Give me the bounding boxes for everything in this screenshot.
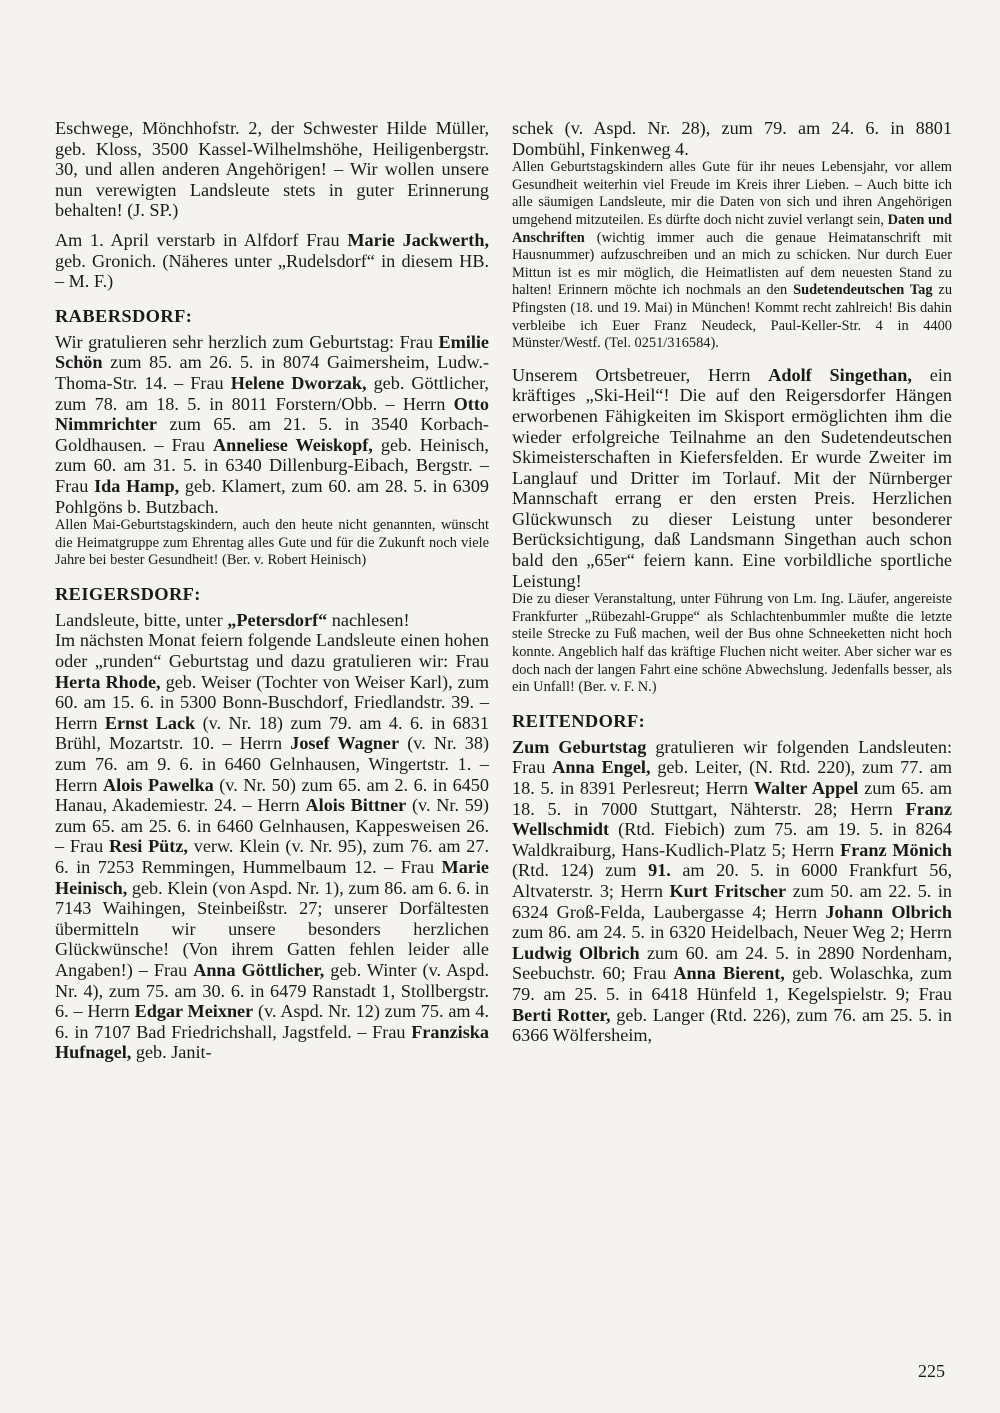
- bold-name: Anna Engel,: [552, 757, 651, 778]
- small-print-paragraph: [512, 591, 952, 697]
- paragraph: [512, 365, 952, 592]
- bold-name: Otto Nimmrichter: [55, 393, 489, 435]
- text-segment: Eschwege, Mönchhofstr. 2, der Schwester Hilde Müller, geb. Kloss, 3500 Kassel-Wilhelmshöhe, Heiligenbergstr. 30, und allen anderen Angehörigen! – Wir wollen unsere nun verewigten Landsleute stets in guter Erinnerung behalten! (J. SP.): [55, 118, 489, 221]
- text-segment: Wir gratulieren sehr herzlich zum Geburtstag: Frau: [55, 331, 439, 352]
- paragraph: [512, 118, 952, 159]
- text-segment: zum 50. am 22. 5. in 6324 Groß-Felda, Laubergasse 4; Herrn: [512, 880, 952, 922]
- bold-name: Anneliese Weiskopf,: [213, 434, 373, 455]
- bold-name: Resi Pütz,: [108, 836, 188, 857]
- text-segment: schek (v. Aspd. Nr. 28), zum 79. am 24. 6. in 8801 Dombühl, Finkenweg 4.: [512, 118, 952, 159]
- right-column: [512, 118, 952, 1046]
- text-segment: zum 65. am 21. 5. in 3540 Korbach-Goldhausen. – Frau: [55, 414, 489, 455]
- text-segment: zu Pfingsten (18. und 19. Mai) in München! Kommt recht zahlreich! Bis dahin verbleibe ich Euer Franz Neudeck, Paul-Keller-Str. 4 in 4400 Münster/Westf. (Tel. 0251/316584).: [512, 282, 953, 352]
- bold-name: Johann Olbrich: [825, 901, 952, 922]
- section-heading: REIGERSDORF:: [55, 583, 201, 604]
- paragraph: [55, 230, 489, 292]
- text-segment: Am 1. April verstarb in Alfdorf Frau: [55, 229, 348, 250]
- bold-name: Franz Mönich: [840, 839, 952, 860]
- text-segment: geb. Leiter, (N. Rtd. 220), zum 77. am 18. 5. in 8391 Perlesreut; Herrn: [512, 757, 952, 798]
- small-print-paragraph: [512, 159, 952, 353]
- text-segment: (wichtig immer auch die genaue Heimatanschrift mit Hausnummer) aufzuschreiben und an mich zu schicken. Nur durch Euer Mittun ist es mir möglich, die Heimatlisten auf dem neuesten Stand zu halten! Erinnern möchte ich nochmals an den: [512, 229, 952, 299]
- text-segment: (v. Nr. 38) zum 76. am 9. 6. in 6460 Gelnhausen, Wingertstr. 1. – Herrn: [55, 733, 490, 795]
- text-segment: Die zu dieser Veranstaltung, unter Führung von Lm. Ing. Läufer, angereiste Frankfurter „Rübezahl-Gruppe“ als Schlachtenbummler mußte die letzte steile Strecke zu Fuß machen, weil der Bus ohne Schneeketten nicht hoch konnte. Angeblich half das kräftige Fluchen nicht weiter. Aber sicher war es doch nach der langen Fahrt eine schöne Abwechslung. Jedenfalls besser, als ein Unfall! (Ber. v. F. N.): [512, 591, 952, 696]
- text-segment: geb. Klamert, zum 60. am 28. 5. in 6309 Pohlgöns b. Butzbach.: [55, 475, 490, 517]
- bold-name: Alois Pawelka: [103, 774, 214, 795]
- text-segment: zum 65. am 18. 5. in 7000 Stuttgart, Nähterstr. 28; Herrn: [512, 778, 952, 819]
- section-heading: RABERSDORF:: [55, 305, 193, 326]
- text-segment: Im nächsten Monat feiern folgende Landsleute einen hohen oder „runden“ Geburtstag und dazu gratulieren wir: Frau: [55, 630, 489, 672]
- bold-name: Daten und Anschriften: [512, 211, 952, 246]
- bold-name: Sudetendeutschen Tag: [793, 282, 933, 299]
- text-segment: verw. Klein (v. Nr. 95), zum 76. am 27. 6. in 7253 Remmingen, Hummelbaum 12. – Frau: [55, 836, 490, 877]
- text-segment: zum 85. am 26. 5. in 8074 Gaimersheim, Ludw.-Thoma-Str. 14. – Frau: [55, 352, 489, 393]
- text-segment: geb. Gronich. (Näheres unter „Rudelsdorf“ in diesem HB. – M. F.): [55, 250, 489, 292]
- paragraph: [55, 630, 489, 1062]
- text-segment: ein kräftiges „Ski-Heil“! Die auf den Reigersdorfer Hängen erworbenen Fähigkeiten im Skisport ermöglichten ihm die wieder erfolgreiche Teilnahme an den Sudetendeutschen Skimeisterschaften in Kiefersfelden. Er wurde Zweiter im Langlauf und Dritter im Torlauf. Mit der Nürnberger Mannschaft errang er den ersten Preis. Herzlichen Glückwunsch zu dieser Leistung unter besonderer Berücksichtigung, daß Landsmann Singethan auch schon bald den „65er“ feiern kann. Eine vorbildliche sportliche Leistung!: [512, 364, 952, 591]
- bold-name: 91.: [648, 860, 671, 881]
- paragraph: [512, 737, 952, 1046]
- bold-name: Marie Jackwerth,: [347, 229, 489, 250]
- bold-name: Franziska Hufnagel,: [55, 1021, 489, 1063]
- text-segment: geb. Klein (von Aspd. Nr. 1), zum 86. am 6. 6. in 7143 Waihingen, Steinbeißstr. 27; unserer Dorfältesten übermitteln wir unsere besonders herzlichen Glückwünsche! (Von ihrem Gatten fehlen leider alle Angaben!) – Frau: [55, 877, 489, 980]
- text-segment: (v. Nr. 59) zum 65. am 25. 6. in 6460 Gelnhausen, Kappesweisen 26. – Frau: [55, 795, 489, 857]
- text-segment: geb. Wolaschka, zum 79. am 25. 5. in 6418 Hünfeld 1, Kegelspielstr. 9; Frau: [512, 963, 952, 1004]
- text-segment: geb. Heinisch, zum 60. am 31. 5. in 6340 Dillenburg-Eibach, Bergstr. – Frau: [55, 434, 489, 496]
- text-segment: zum 60. am 24. 5. in 2890 Nordenham, Seebuchstr. 60; Frau: [512, 942, 952, 984]
- text-segment: geb. Janit-: [131, 1042, 212, 1063]
- text-segment: Allen Mai-Geburtstagskindern, auch den heute nicht genannten, wünscht die Heimatgruppe zum Ehrentag alles Gute und für die Zukunft noch viele Jahre bei bester Gesundheit! (Ber. v. Robert Heinisch): [55, 517, 489, 569]
- bold-name: Ludwig Olbrich: [512, 942, 640, 963]
- bold-name: Alois Bittner: [305, 795, 407, 816]
- paragraph: [55, 118, 489, 221]
- small-print-paragraph: [55, 517, 489, 570]
- text-segment: am 20. 5. in 6000 Frankfurt 56, Altvaterstr. 3; Herrn: [512, 860, 952, 901]
- bold-name: Josef Wagner: [290, 733, 400, 754]
- bold-name: Walter Appel: [753, 778, 859, 798]
- text-segment: Allen Geburtstagskindern alles Gute für ihr neues Lebensjahr, vor allem Gesundheit weiterhin viel Freude im Kreis ihrer Lieben. – Auch bitte ich alle säumigen Landsleute, mir die Daten von sich und ihren Angehörigen umgehend mitzuteilen. Es dürfte doch nicht zuviel verlangt sein,: [512, 159, 952, 228]
- text-segment: (Rtd. 124) zum: [512, 860, 649, 881]
- text-segment: Unserem Ortsbetreuer, Herrn: [512, 364, 769, 385]
- text-segment: (Rtd. Fiebich) zum 75. am 19. 5. in 8264 Waldkraiburg, Hans-Kudlich-Platz 5; Herrn: [512, 819, 952, 860]
- bold-name: Ida Hamp,: [94, 475, 180, 496]
- bold-name: Ernst Lack: [104, 712, 196, 733]
- bold-name: „Petersdorf“: [227, 609, 328, 630]
- text-segment: gratulieren wir folgenden Landsleuten: Frau: [512, 736, 953, 778]
- bold-name: Emilie Schön: [55, 331, 489, 373]
- bold-name: Berti Rotter,: [512, 1004, 611, 1025]
- left-column: [55, 118, 489, 1063]
- bold-name: Anna Bierent,: [673, 963, 785, 984]
- text-segment: geb. Langer (Rtd. 226), zum 76. am 25. 5. in 6366 Wölfersheim,: [512, 1004, 952, 1046]
- bold-name: Adolf Singethan,: [768, 364, 912, 385]
- text-segment: geb. Weiser (Tochter von Weiser Karl), zum 60. am 15. 6. in 5300 Bonn-Buschdorf, Friedlandstr. 39. – Herrn: [55, 671, 489, 733]
- text-segment: (v. Aspd. Nr. 12) zum 75. am 4. 6. in 7107 Bad Friedrichshall, Jagstfeld. – Frau: [55, 1001, 490, 1042]
- text-segment: geb. Göttlicher, zum 78. am 18. 5. in 8011 Forstern/Obb. – Herrn: [55, 372, 489, 414]
- page-number: 225: [918, 1361, 945, 1381]
- bold-name: Kurt Fritscher: [669, 880, 787, 901]
- bold-name: Zum Geburtstag: [512, 736, 647, 757]
- bold-name: Edgar Meixner: [134, 1001, 254, 1022]
- text-segment: zum 86. am 24. 5. in 6320 Heidelbach, Neuer Weg 2; Herrn: [512, 922, 952, 943]
- bold-name: Marie Heinisch,: [55, 857, 489, 898]
- paragraph: [55, 610, 489, 631]
- section-heading: REITENDORF:: [512, 710, 646, 731]
- text-segment: geb. Winter (v. Aspd. Nr. 4), zum 75. am 30. 6. in 6479 Ranstadt 1, Stollbergstr. 6. – Herrn: [55, 959, 489, 1022]
- paragraph: [55, 332, 489, 517]
- bold-name: Franz Wellschmidt: [512, 798, 952, 840]
- text-segment: nachlesen!: [327, 609, 410, 630]
- text-segment: Landsleute, bitte, unter: [55, 609, 228, 630]
- text-segment: (v. Nr. 50) zum 65. am 2. 6. in 6450 Hanau, Akademiestr. 24. – Herrn: [55, 774, 489, 816]
- bold-name: Anna Göttlicher,: [193, 959, 325, 980]
- bold-name: Herta Rhode,: [55, 671, 161, 692]
- text-segment: (v. Nr. 18) zum 79. am 4. 6. in 6831 Brühl, Mozartstr. 10. – Herrn: [55, 712, 489, 754]
- bold-name: Helene Dworzak,: [230, 372, 367, 393]
